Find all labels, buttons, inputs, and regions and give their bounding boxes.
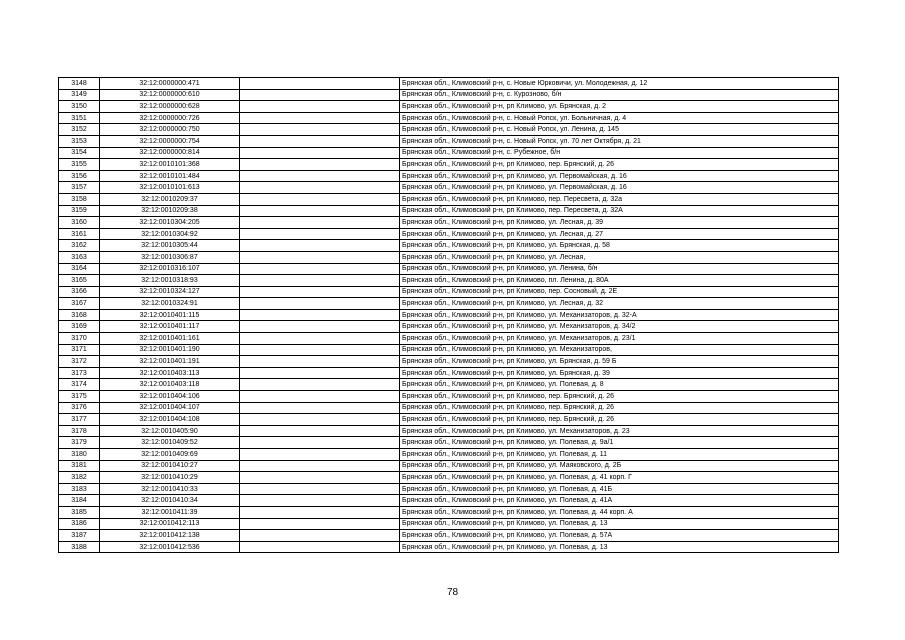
row-number-cell: 3162 — [59, 240, 100, 252]
row-number-cell: 3151 — [59, 112, 100, 124]
row-number-cell: 3179 — [59, 437, 100, 449]
address-cell: Брянская обл., Климовский р-н, рп Климово, ул. Механизаторов, д. 23 — [400, 425, 839, 437]
address-cell: Брянская обл., Климовский р-н, с. Новый Ропск, ул. Больничная, д. 4 — [400, 112, 839, 124]
table-row — [59, 124, 839, 136]
address-cell: Брянская обл., Климовский р-н, рп Климово, ул. Ленина, б/н — [400, 263, 839, 275]
address-cell: Брянская обл., Климовский р-н, рп Климово, ул. Полевая, д. 9а/1 — [400, 437, 839, 449]
row-number-cell: 3177 — [59, 414, 100, 426]
cadastral-number-cell: 32:12:0010405:90 — [100, 425, 240, 437]
cadastral-number-cell: 32:12:0010412:138 — [100, 530, 240, 542]
empty-cell — [240, 112, 400, 124]
table-row — [59, 495, 839, 507]
table-row — [59, 228, 839, 240]
property-registry-table — [58, 77, 839, 553]
row-number-cell: 3160 — [59, 217, 100, 229]
empty-cell — [240, 449, 400, 461]
address-cell: Брянская обл., Климовский р-н, рп Климово, пер. Брянский, д. 26 — [400, 159, 839, 171]
table-row — [59, 391, 839, 403]
empty-cell — [240, 367, 400, 379]
address-cell: Брянская обл., Климовский р-н, с. Новые Юрковичи, ул. Молодежная, д. 12 — [400, 78, 839, 90]
row-number-cell: 3180 — [59, 449, 100, 461]
table-row — [59, 170, 839, 182]
table-row — [59, 437, 839, 449]
cadastral-number-cell: 32:12:0010101:613 — [100, 182, 240, 194]
row-number-cell: 3164 — [59, 263, 100, 275]
registry-body — [59, 78, 839, 553]
table-row — [59, 275, 839, 287]
empty-cell — [240, 298, 400, 310]
empty-cell — [240, 228, 400, 240]
address-cell: Брянская обл., Климовский р-н, с. Новый Ропск, ул. Ленина, д. 145 — [400, 124, 839, 136]
cadastral-number-cell: 32:12:0010401:190 — [100, 344, 240, 356]
empty-cell — [240, 170, 400, 182]
address-cell: Брянская обл., Климовский р-н, рп Климово, ул. Лесная, д. 39 — [400, 217, 839, 229]
address-cell: Брянская обл., Климовский р-н, рп Климово, ул. Брянская, д. 59 Б — [400, 356, 839, 368]
cadastral-number-cell: 32:12:0010409:69 — [100, 449, 240, 461]
table-row — [59, 425, 839, 437]
table-row — [59, 298, 839, 310]
empty-cell — [240, 193, 400, 205]
row-number-cell: 3185 — [59, 506, 100, 518]
table-row — [59, 356, 839, 368]
cadastral-number-cell: 32:12:0010410:27 — [100, 460, 240, 472]
empty-cell — [240, 483, 400, 495]
empty-cell — [240, 309, 400, 321]
address-cell: Брянская обл., Климовский р-н, рп Климово, ул. Полевая, д. 13 — [400, 541, 839, 553]
page-number: 78 — [446, 587, 459, 598]
row-number-cell: 3182 — [59, 472, 100, 484]
address-cell: Брянская обл., Климовский р-н, рп Климово, ул. Механизаторов, д. 32-А — [400, 309, 839, 321]
address-cell: Брянская обл., Климовский р-н, рп Климово, ул. Полевая, д. 44 корп. А — [400, 506, 839, 518]
empty-cell — [240, 286, 400, 298]
address-cell: Брянская обл., Климовский р-н, рп Климово, пер. Брянский, д. 26 — [400, 414, 839, 426]
cadastral-number-cell: 32:12:0010209:37 — [100, 193, 240, 205]
table-row — [59, 414, 839, 426]
cadastral-number-cell: 32:12:0010410:34 — [100, 495, 240, 507]
empty-cell — [240, 240, 400, 252]
address-cell: Брянская обл., Климовский р-н, рп Климово, ул. Полевая, д. 13 — [400, 518, 839, 530]
cadastral-number-cell: 32:12:0000000:750 — [100, 124, 240, 136]
cadastral-number-cell: 32:12:0010403:118 — [100, 379, 240, 391]
table-row — [59, 205, 839, 217]
address-cell: Брянская обл., Климовский р-н, рп Климово, ул. Брянская, д. 2 — [400, 101, 839, 113]
cadastral-number-cell: 32:12:0000000:628 — [100, 101, 240, 113]
table-row — [59, 101, 839, 113]
row-number-cell: 3173 — [59, 367, 100, 379]
cadastral-number-cell: 32:12:0000000:610 — [100, 89, 240, 101]
empty-cell — [240, 518, 400, 530]
empty-cell — [240, 321, 400, 333]
table-row — [59, 159, 839, 171]
table-row — [59, 89, 839, 101]
table-row — [59, 217, 839, 229]
empty-cell — [240, 506, 400, 518]
row-number-cell: 3157 — [59, 182, 100, 194]
address-cell: Брянская обл., Климовский р-н, рп Климово, ул. Первомайская, д. 16 — [400, 170, 839, 182]
address-cell: Брянская обл., Климовский р-н, рп Климово, ул. Полевая, д. 41Б — [400, 483, 839, 495]
empty-cell — [240, 541, 400, 553]
cadastral-number-cell: 32:12:0010304:205 — [100, 217, 240, 229]
empty-cell — [240, 101, 400, 113]
row-number-cell: 3171 — [59, 344, 100, 356]
empty-cell — [240, 472, 400, 484]
property-registry-table-wrap — [58, 77, 838, 553]
table-row — [59, 263, 839, 275]
row-number-cell: 3172 — [59, 356, 100, 368]
cadastral-number-cell: 32:12:0010318:93 — [100, 275, 240, 287]
table-row — [59, 78, 839, 90]
address-cell: Брянская обл., Климовский р-н, рп Климово, пер. Сосновый, д. 2Е — [400, 286, 839, 298]
row-number-cell: 3156 — [59, 170, 100, 182]
row-number-cell: 3163 — [59, 251, 100, 263]
address-cell: Брянская обл., Климовский р-н, рп Климово, пер. Брянский, д. 26 — [400, 402, 839, 414]
table-row — [59, 541, 839, 553]
address-cell: Брянская обл., Климовский р-н, рп Климово, ул. Полевая, д. 57А — [400, 530, 839, 542]
address-cell: Брянская обл., Климовский р-н, с. Рубежное, б/н — [400, 147, 839, 159]
cadastral-number-cell: 32:12:0010324:127 — [100, 286, 240, 298]
table-row — [59, 147, 839, 159]
row-number-cell: 3168 — [59, 309, 100, 321]
cadastral-number-cell: 32:12:0010401:161 — [100, 333, 240, 345]
table-row — [59, 367, 839, 379]
empty-cell — [240, 251, 400, 263]
empty-cell — [240, 414, 400, 426]
cadastral-number-cell: 32:12:0010412:536 — [100, 541, 240, 553]
cadastral-number-cell: 32:12:0010316:107 — [100, 263, 240, 275]
table-row — [59, 518, 839, 530]
row-number-cell: 3188 — [59, 541, 100, 553]
empty-cell — [240, 530, 400, 542]
row-number-cell: 3158 — [59, 193, 100, 205]
cadastral-number-cell: 32:12:0000000:814 — [100, 147, 240, 159]
empty-cell — [240, 460, 400, 472]
cadastral-number-cell: 32:12:0000000:726 — [100, 112, 240, 124]
cadastral-number-cell: 32:12:0000000:471 — [100, 78, 240, 90]
empty-cell — [240, 205, 400, 217]
cadastral-number-cell: 32:12:0010401:191 — [100, 356, 240, 368]
table-row — [59, 286, 839, 298]
table-row — [59, 402, 839, 414]
table-row — [59, 309, 839, 321]
empty-cell — [240, 402, 400, 414]
row-number-cell: 3176 — [59, 402, 100, 414]
table-row — [59, 472, 839, 484]
row-number-cell: 3150 — [59, 101, 100, 113]
address-cell: Брянская обл., Климовский р-н, с. Новый Ропск, ул. 70 лет Октября, д. 21 — [400, 135, 839, 147]
row-number-cell: 3153 — [59, 135, 100, 147]
empty-cell — [240, 124, 400, 136]
cadastral-number-cell: 32:12:0010404:108 — [100, 414, 240, 426]
table-row — [59, 530, 839, 542]
table-row — [59, 344, 839, 356]
row-number-cell: 3149 — [59, 89, 100, 101]
address-cell: Брянская обл., Климовский р-н, рп Климово, ул. Механизаторов, — [400, 344, 839, 356]
address-cell: Брянская обл., Климовский р-н, рп Климово, ул. Лесная, д. 27 — [400, 228, 839, 240]
empty-cell — [240, 391, 400, 403]
empty-cell — [240, 425, 400, 437]
row-number-cell: 3175 — [59, 391, 100, 403]
cadastral-number-cell: 32:12:0010101:368 — [100, 159, 240, 171]
empty-cell — [240, 333, 400, 345]
cadastral-number-cell: 32:12:0010101:484 — [100, 170, 240, 182]
address-cell: Брянская обл., Климовский р-н, рп Климово, пл. Ленина, д. 80А — [400, 275, 839, 287]
row-number-cell: 3166 — [59, 286, 100, 298]
cadastral-number-cell: 32:12:0010409:52 — [100, 437, 240, 449]
table-row — [59, 112, 839, 124]
row-number-cell: 3161 — [59, 228, 100, 240]
cadastral-number-cell: 32:12:0010304:92 — [100, 228, 240, 240]
empty-cell — [240, 356, 400, 368]
cadastral-number-cell: 32:12:0010404:107 — [100, 402, 240, 414]
address-cell: Брянская обл., Климовский р-н, рп Климово, ул. Лесная, д. 32 — [400, 298, 839, 310]
address-cell: Брянская обл., Климовский р-н, рп Климово, ул. Полевая, д. 41 корп. Г — [400, 472, 839, 484]
row-number-cell: 3183 — [59, 483, 100, 495]
row-number-cell: 3167 — [59, 298, 100, 310]
address-cell: Брянская обл., Климовский р-н, рп Климово, ул. Лесная, — [400, 251, 839, 263]
cadastral-number-cell: 32:12:0010324:91 — [100, 298, 240, 310]
address-cell: Брянская обл., Климовский р-н, рп Климово, ул. Механизаторов, д. 23/1 — [400, 333, 839, 345]
empty-cell — [240, 89, 400, 101]
empty-cell — [240, 263, 400, 275]
address-cell: Брянская обл., Климовский р-н, рп Климово, ул. Механизаторов, д. 34/2 — [400, 321, 839, 333]
address-cell: Брянская обл., Климовский р-н, рп Климово, ул. Полевая, д. 41А — [400, 495, 839, 507]
address-cell: Брянская обл., Климовский р-н, рп Климово, пер. Пересвета, д. 32А — [400, 205, 839, 217]
row-number-cell: 3154 — [59, 147, 100, 159]
address-cell: Брянская обл., Климовский р-н, рп Климово, ул. Маяковского, д. 2Б — [400, 460, 839, 472]
row-number-cell: 3187 — [59, 530, 100, 542]
table-row — [59, 321, 839, 333]
empty-cell — [240, 275, 400, 287]
address-cell: Брянская обл., Климовский р-н, рп Климово, пер. Пересвета, д. 32а — [400, 193, 839, 205]
table-row — [59, 240, 839, 252]
row-number-cell: 3184 — [59, 495, 100, 507]
table-row — [59, 506, 839, 518]
cadastral-number-cell: 32:12:0010401:115 — [100, 309, 240, 321]
empty-cell — [240, 344, 400, 356]
empty-cell — [240, 495, 400, 507]
row-number-cell: 3148 — [59, 78, 100, 90]
table-row — [59, 379, 839, 391]
table-row — [59, 182, 839, 194]
row-number-cell: 3155 — [59, 159, 100, 171]
table-row — [59, 251, 839, 263]
row-number-cell: 3174 — [59, 379, 100, 391]
empty-cell — [240, 182, 400, 194]
address-cell: Брянская обл., Климовский р-н, рп Климово, пер. Брянский, д. 26 — [400, 391, 839, 403]
empty-cell — [240, 78, 400, 90]
table-row — [59, 193, 839, 205]
address-cell: Брянская обл., Климовский р-н, рп Климово, ул. Полевая, д. 8 — [400, 379, 839, 391]
cadastral-number-cell: 32:12:0010209:38 — [100, 205, 240, 217]
table-row — [59, 460, 839, 472]
cadastral-number-cell: 32:12:0000000:754 — [100, 135, 240, 147]
table-row — [59, 483, 839, 495]
address-cell: Брянская обл., Климовский р-н, рп Климово, ул. Брянская, д. 58 — [400, 240, 839, 252]
row-number-cell: 3178 — [59, 425, 100, 437]
row-number-cell: 3159 — [59, 205, 100, 217]
empty-cell — [240, 437, 400, 449]
empty-cell — [240, 135, 400, 147]
table-row — [59, 449, 839, 461]
row-number-cell: 3186 — [59, 518, 100, 530]
empty-cell — [240, 147, 400, 159]
empty-cell — [240, 159, 400, 171]
empty-cell — [240, 217, 400, 229]
row-number-cell: 3152 — [59, 124, 100, 136]
cadastral-number-cell: 32:12:0010403:113 — [100, 367, 240, 379]
cadastral-number-cell: 32:12:0010410:33 — [100, 483, 240, 495]
address-cell: Брянская обл., Климовский р-н, с. Курозново, б/н — [400, 89, 839, 101]
cadastral-number-cell: 32:12:0010305:44 — [100, 240, 240, 252]
address-cell: Брянская обл., Климовский р-н, рп Климово, ул. Брянская, д. 39 — [400, 367, 839, 379]
cadastral-number-cell: 32:12:0010412:113 — [100, 518, 240, 530]
cadastral-number-cell: 32:12:0010411:39 — [100, 506, 240, 518]
row-number-cell: 3165 — [59, 275, 100, 287]
address-cell: Брянская обл., Климовский р-н, рп Климово, ул. Первомайская, д. 16 — [400, 182, 839, 194]
cadastral-number-cell: 32:12:0010404:106 — [100, 391, 240, 403]
cadastral-number-cell: 32:12:0010401:117 — [100, 321, 240, 333]
row-number-cell: 3169 — [59, 321, 100, 333]
row-number-cell: 3181 — [59, 460, 100, 472]
table-row — [59, 333, 839, 345]
address-cell: Брянская обл., Климовский р-н, рп Климово, ул. Полевая, д. 11 — [400, 449, 839, 461]
cadastral-number-cell: 32:12:0010410:29 — [100, 472, 240, 484]
cadastral-number-cell: 32:12:0010306:87 — [100, 251, 240, 263]
row-number-cell: 3170 — [59, 333, 100, 345]
table-row — [59, 135, 839, 147]
empty-cell — [240, 379, 400, 391]
